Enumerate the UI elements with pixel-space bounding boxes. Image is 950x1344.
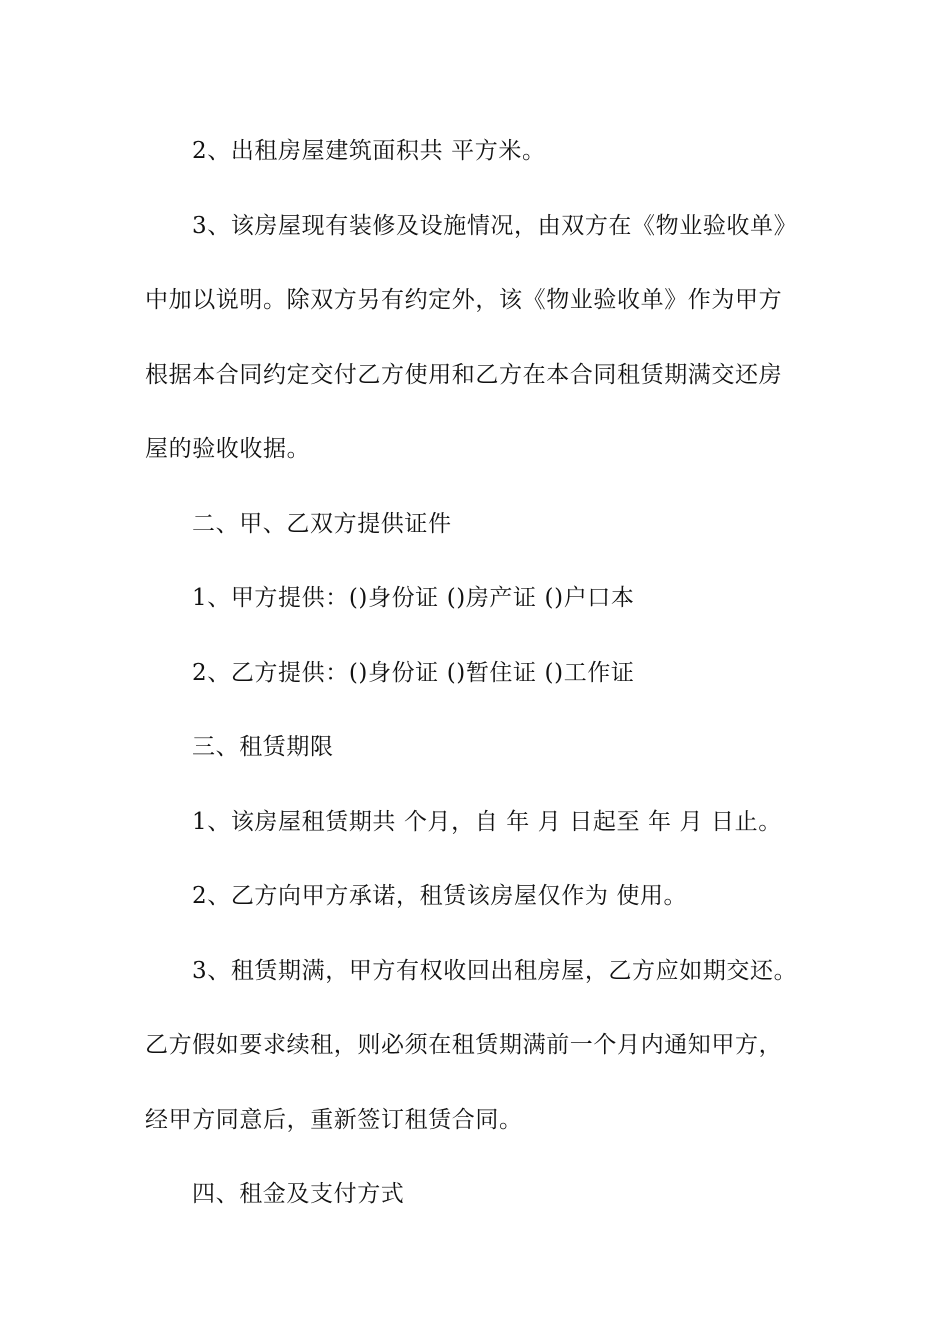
clause-3-continued: 屋的验收收据。 xyxy=(145,436,311,462)
section-4-heading: 四、租金及支付方式 xyxy=(192,1181,405,1207)
section-3-heading: 三、租赁期限 xyxy=(192,734,334,760)
clause-lease-term: 1、该房屋租赁期共 个月，自 年 月 日起至 年 月 日止。 xyxy=(192,808,782,835)
clause-expiry-continued: 经甲方同意后，重新签订租赁合同。 xyxy=(145,1106,523,1133)
clause-party-a-documents: 1、甲方提供：()身份证 ()房产证 ()户口本 xyxy=(192,585,635,611)
clause-3-continued: 根据本合同约定交付乙方使用和乙方在本合同租赁期满交还房 xyxy=(145,361,783,388)
section-2-heading: 二、甲、乙双方提供证件 xyxy=(192,510,452,537)
clause-3-continued: 中加以说明。除双方另有约定外，该《物业验收单》作为甲方 xyxy=(145,287,783,313)
clause-2-area: 2、出租房屋建筑面积共 平方米。 xyxy=(192,138,546,164)
clause-expiry: 3、租赁期满，甲方有权收回出租房屋，乙方应如期交还。 xyxy=(192,957,798,984)
clause-usage: 2、乙方向甲方承诺，租赁该房屋仅作为 使用。 xyxy=(192,883,688,909)
clause-expiry-continued: 乙方假如要求续租，则必须在租赁期满前一个月内通知甲方， xyxy=(145,1032,783,1058)
clause-3-facilities: 3、该房屋现有装修及设施情况，由双方在《物业验收单》 xyxy=(192,212,798,239)
document-body xyxy=(145,128,815,1246)
clause-party-b-documents: 2、乙方提供：()身份证 ()暂住证 ()工作证 xyxy=(192,659,635,686)
